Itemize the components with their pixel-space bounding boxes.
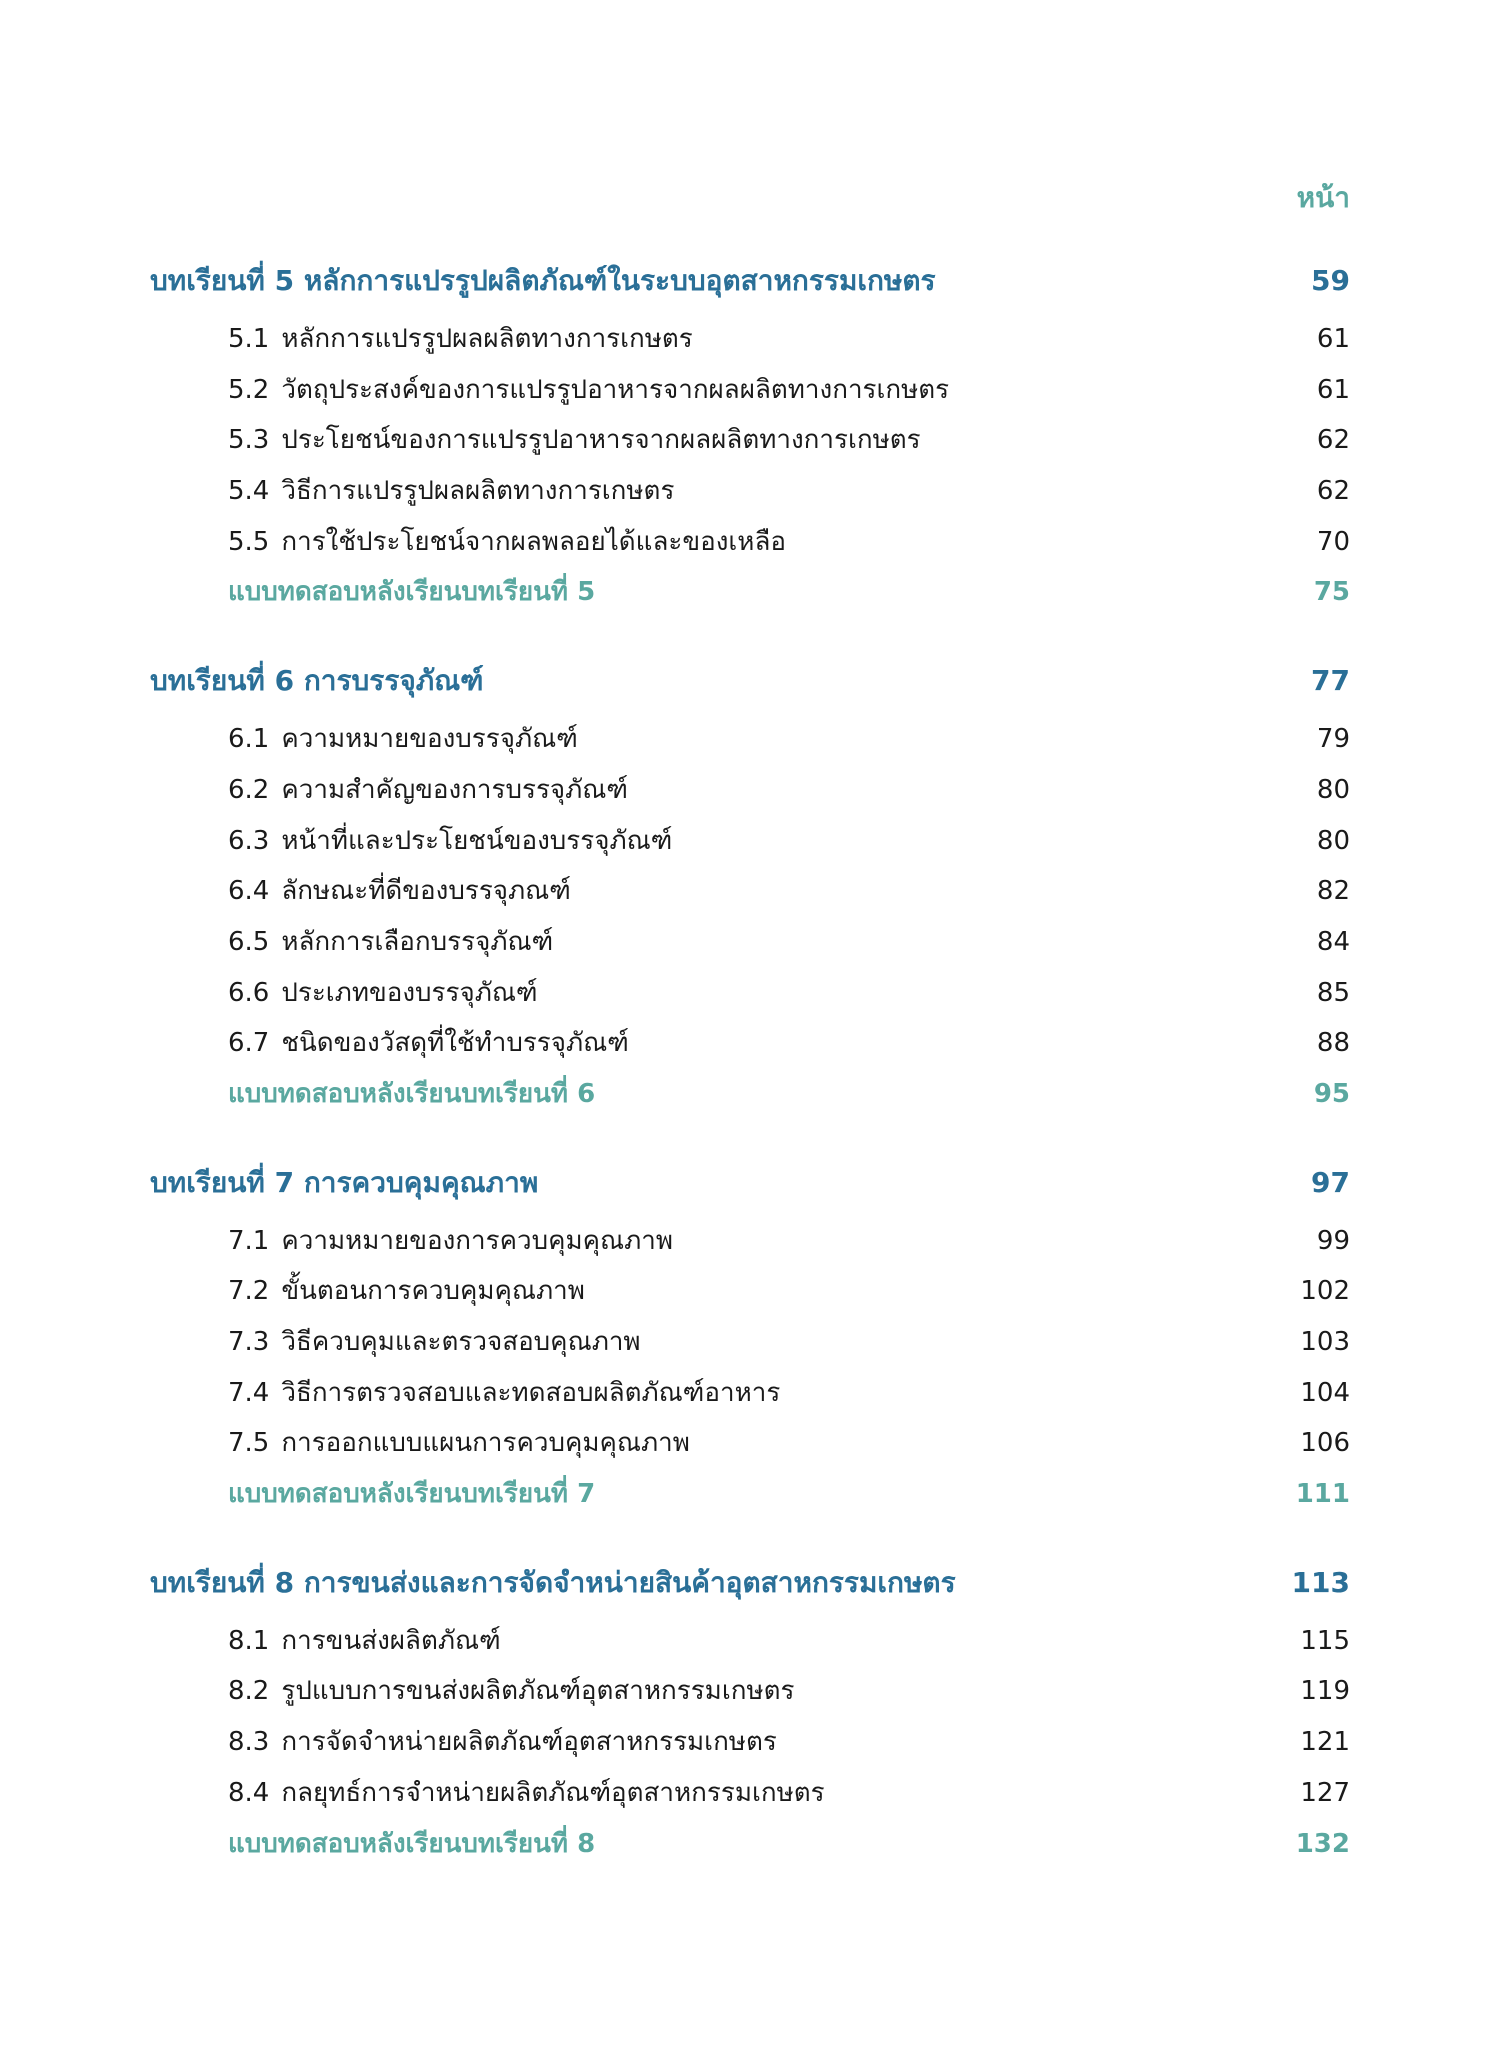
toc-entry-page-number: 103 [1300,1327,1350,1357]
toc-entry-page-number: 88 [1316,1028,1350,1059]
toc-entry-title: การออกแบบแผนการควบคุมคุณภาพ [281,1428,690,1459]
toc-entry[interactable] [228,1216,1350,1267]
toc-entry[interactable] [228,1717,1350,1768]
toc-entry-title: ความหมายของการควบคุมคุณภาพ [281,1225,674,1256]
toc-entry-page-number: 61 [1316,324,1350,354]
toc-entry-page-number: 106 [1300,1428,1350,1459]
toc-entry[interactable] [228,1368,1350,1419]
toc-entry-title: หลักการแปรรูปผลผลิตทางการเกษตร [281,324,693,354]
toc-entry-number: 6.4 [228,876,270,907]
toc-entry-label [228,765,628,816]
toc-entry-page-number: 102 [1300,1276,1350,1307]
toc-entry[interactable] [228,1768,1350,1819]
toc-entry-page-number: 121 [1300,1727,1350,1758]
post-test-entry[interactable] [228,1069,1350,1120]
toc-entry[interactable] [228,1616,1350,1667]
toc-entry-title: ชนิดของวัสดุที่ใช้ทำบรรจุภัณฑ์ [281,1028,629,1059]
toc-entry-number: 7.3 [228,1327,270,1357]
toc-entry-label [228,816,672,867]
toc-entry-number: 6.2 [228,774,270,805]
toc-entry[interactable] [228,968,1350,1019]
toc-entry-label [228,1418,690,1469]
toc-entry-number: 5.3 [228,425,270,456]
toc-entry-title: ประโยชน์ของการแปรรูปอาหารจากผลผลิตทางการเกษตร [281,425,921,456]
toc-entry[interactable] [228,415,1350,466]
toc-entry[interactable] [228,714,1350,765]
toc-entry[interactable] [228,1666,1350,1717]
chapter-items [150,1616,1350,1869]
toc-entry-label [228,1717,777,1768]
toc-entry-page-number: 99 [1316,1225,1350,1256]
toc-entry-page-number: 62 [1316,425,1350,456]
toc-entry-label [228,1666,794,1717]
toc-entry-page-number: 61 [1316,374,1350,405]
toc-entry[interactable] [228,365,1350,416]
post-test-entry[interactable] [228,567,1350,618]
toc-entry[interactable] [228,314,1350,365]
toc-entry[interactable] [228,917,1350,968]
chapter-heading[interactable] [150,648,1350,714]
toc-entry-number: 8.1 [228,1625,270,1656]
toc-entry-title: ลักษณะที่ดีของบรรจุภณฑ์ [281,876,571,907]
chapter-page-number: 77 [1311,664,1350,698]
toc-entry[interactable] [228,517,1350,568]
toc-entry-label [228,1616,501,1667]
toc-entry-page-number: 127 [1300,1777,1350,1808]
toc-entry[interactable] [228,1317,1350,1368]
toc-entry-number: 7.2 [228,1276,270,1307]
chapter-heading[interactable] [150,248,1350,314]
toc-entry-number: 7.4 [228,1377,270,1408]
chapter-page-number: 97 [1311,1165,1350,1199]
toc-entry-label [228,466,674,517]
toc-entry-number: 5.5 [228,526,270,557]
chapter-title: บทเรียนที่ 6 การบรรจุภัณฑ์ [150,664,484,698]
toc-entry-page-number: 80 [1316,774,1350,805]
toc-entry-title: ความสำคัญของการบรรจุภัณฑ์ [281,774,629,805]
toc-entry-number: 6.1 [228,724,270,755]
toc-entry-page-number: 85 [1316,977,1350,1008]
chapter-heading[interactable] [150,1550,1350,1616]
toc-entry[interactable] [228,816,1350,867]
toc-entry-title: วัตถุประสงค์ของการแปรรูปอาหารจากผลผลิตทางการเกษตร [281,374,950,405]
toc-entry-number: 5.2 [228,374,270,405]
toc-entry-label [228,517,786,568]
toc-entry-page-number: 115 [1300,1625,1350,1656]
post-test-title: แบบทดสอบหลังเรียนบทเรียนที่ 6 [228,1078,596,1109]
toc-entry-title: หน้าที่และประโยชน์ของบรรจุภัณฑ์ [281,825,673,856]
toc-entry-label [228,1216,673,1267]
toc-entry-title: การขนส่งผลิตภัณฑ์ [281,1625,501,1656]
toc-entry-title: ขั้นตอนการควบคุมคุณภาพ [281,1276,585,1307]
toc-entry-number: 6.5 [228,926,270,957]
toc-entry-number: 8.4 [228,1777,270,1808]
chapter-title: บทเรียนที่ 8 การขนส่งและการจัดจำหน่ายสินค้าอุตสาหกรรมเกษตร [150,1565,956,1599]
post-test-title: แบบทดสอบหลังเรียนบทเรียนที่ 8 [228,1828,596,1859]
toc-entry-label [228,1018,629,1069]
toc-entry-page-number: 82 [1316,876,1350,907]
post-test-entry[interactable] [228,1469,1350,1520]
chapter-section [150,248,1350,618]
chapter-title: บทเรียนที่ 7 การควบคุมคุณภาพ [150,1165,539,1199]
post-test-page-number: 111 [1295,1479,1350,1510]
toc-entry-title: วิธีการแปรรูปผลผลิตทางการเกษตร [281,476,675,507]
chapter-page-number: 113 [1291,1565,1350,1599]
toc-entry-title: ประเภทของบรรจุภัณฑ์ [281,977,538,1008]
toc-entry-label [228,714,578,765]
table-of-contents [150,248,1350,1899]
toc-entry[interactable] [228,765,1350,816]
toc-entry-number: 8.2 [228,1676,270,1707]
post-test-page-number: 75 [1313,577,1350,608]
toc-entry-label [228,1317,641,1368]
toc-entry-label [228,1368,780,1419]
toc-entry-label [228,866,571,917]
toc-entry-title: วิธีควบคุมและตรวจสอบคุณภาพ [281,1327,641,1357]
toc-entry-page-number: 70 [1316,526,1350,557]
chapter-items [150,1216,1350,1520]
toc-entry-page-number: 84 [1316,926,1350,957]
toc-entry-title: หลักการเลือกบรรจุภัณฑ์ [281,926,554,957]
toc-entry-title: การใช้ประโยชน์จากผลพลอยได้และของเหลือ [281,526,786,557]
toc-entry[interactable] [228,1266,1350,1317]
toc-entry-label [228,314,693,365]
toc-entry-label [228,1266,585,1317]
toc-entry-label [228,968,538,1019]
post-test-title: แบบทดสอบหลังเรียนบทเรียนที่ 5 [228,577,596,608]
chapter-items [150,714,1350,1120]
chapter-heading[interactable] [150,1150,1350,1216]
post-test-page-number: 132 [1295,1828,1350,1859]
toc-entry-number: 7.1 [228,1225,270,1256]
toc-entry-number: 6.7 [228,1028,270,1059]
post-test-title: แบบทดสอบหลังเรียนบทเรียนที่ 7 [228,1479,596,1510]
toc-entry[interactable] [228,1418,1350,1469]
toc-entry-label [228,365,949,416]
toc-entry-title: ความหมายของบรรจุภัณฑ์ [281,724,578,755]
toc-entry-number: 7.5 [228,1428,270,1459]
toc-entry-page-number: 62 [1316,476,1350,507]
toc-entry-page-number: 119 [1300,1676,1350,1707]
toc-entry-title: วิธีการตรวจสอบและทดสอบผลิตภัณฑ์อาหาร [281,1377,781,1408]
toc-entry-title: กลยุทธ์การจำหน่ายผลิตภัณฑ์อุตสาหกรรมเกษตร [281,1777,825,1808]
toc-entry[interactable] [228,466,1350,517]
chapter-section [150,648,1350,1120]
chapter-section [150,1150,1350,1520]
chapter-title: บทเรียนที่ 5 หลักการแปรรูปผลิตภัณฑ์ในระบบอุตสาหกรรมเกษตร [150,264,936,297]
chapter-section [150,1550,1350,1869]
chapter-items [150,314,1350,618]
toc-entry[interactable] [228,866,1350,917]
toc-entry-title: รูปแบบการขนส่งผลิตภัณฑ์อุตสาหกรรมเกษตร [281,1676,795,1707]
post-test-page-number: 95 [1313,1078,1350,1109]
toc-entry-number: 5.1 [228,324,270,354]
chapter-page-number: 59 [1311,264,1350,297]
toc-entry-page-number: 104 [1300,1377,1350,1408]
toc-entry-number: 8.3 [228,1727,270,1758]
toc-entry-number: 5.4 [228,476,270,507]
toc-entry-page-number: 79 [1316,724,1350,755]
toc-entry-page-number: 80 [1316,825,1350,856]
toc-entry-label [228,415,921,466]
toc-entry-title: การจัดจำหน่ายผลิตภัณฑ์อุตสาหกรรมเกษตร [281,1727,777,1758]
toc-entry-number: 6.6 [228,977,270,1008]
toc-entry-label [228,917,553,968]
post-test-entry[interactable] [228,1819,1350,1870]
toc-entry-label [228,1768,825,1819]
toc-entry[interactable] [228,1018,1350,1069]
page-column-label: หน้า [1296,181,1350,214]
toc-entry-number: 6.3 [228,825,270,856]
